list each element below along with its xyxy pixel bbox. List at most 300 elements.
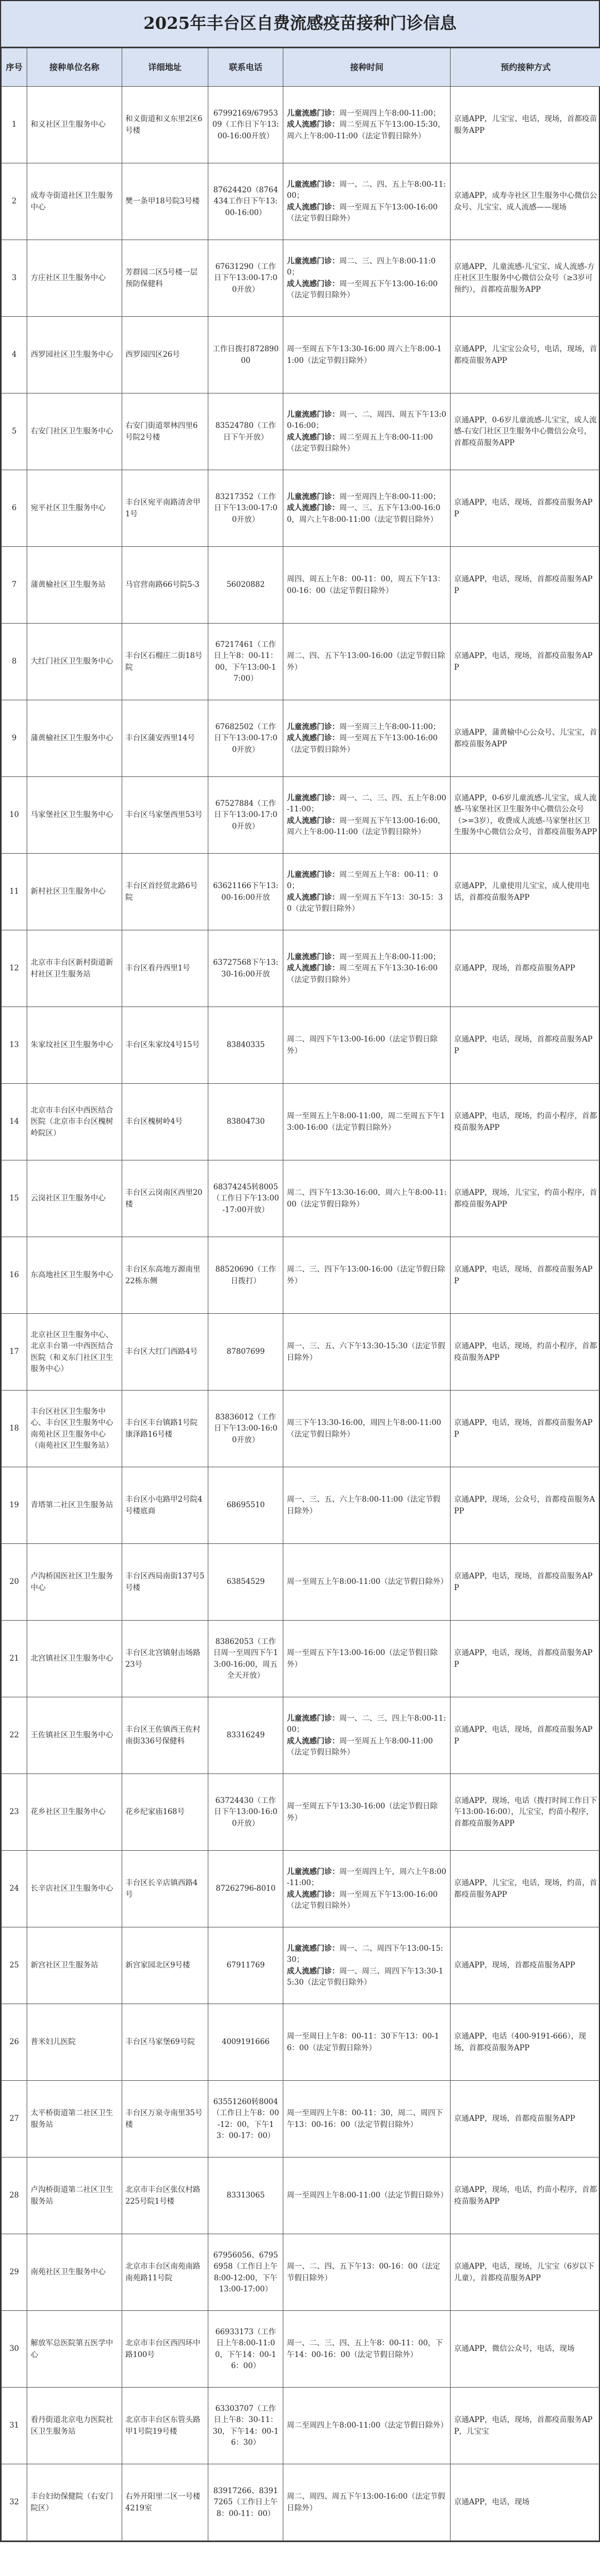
- clinic-hours-text: 周一至周五下午13:30-16:00（法定节假日除外）: [287, 1802, 438, 1822]
- clinic-phone: 63854529: [208, 1544, 283, 1621]
- clinic-address: 丰台区云岗南区西里20楼: [122, 1160, 208, 1237]
- clinic-hours: [283, 777, 451, 854]
- clinic-hours-text: 周一、二、三、四、五上午8：00-11：00，下午14：00-16：00（法定节假日除外）: [287, 2339, 443, 2359]
- clinic-name: 太平桥街道第二社区卫生服务站: [27, 2081, 122, 2158]
- clinic-name: 大红门社区卫生服务中心: [27, 624, 122, 700]
- clinic-address: 新宫家园北区9号楼: [122, 1927, 208, 2004]
- clinic-phone: 83217352（工作日下午13:00-17:00开放）: [208, 470, 283, 547]
- clinic-phone: 56020882: [208, 547, 283, 624]
- clinic-hours-text: 周一、二、四、五上午8:00-11:00；: [287, 180, 446, 201]
- table-body: [2, 87, 600, 2541]
- clinic-address: 右安门街道翠林四里6号院2号楼: [122, 393, 208, 470]
- header-address: 详细地址: [122, 48, 208, 87]
- row-number: 26: [2, 2004, 27, 2081]
- table-row: [2, 2464, 600, 2541]
- clinic-hours: [283, 624, 451, 700]
- booking-method: 京通APP，电话，现场，儿宝宝（6岁以下儿童），首都疫苗服务APP: [451, 2234, 600, 2311]
- booking-method: 京通APP，儿宝宝、电话，现场，首都疫苗服务APP: [451, 87, 600, 163]
- clinic-hours: [283, 393, 451, 470]
- clinic-hours: [283, 1851, 451, 1927]
- booking-method: 京通APP，蒲黄榆中心公众号、儿宝宝，首都疫苗服务APP: [451, 700, 600, 777]
- table-row: [2, 317, 600, 393]
- clinic-name: 北京社区卫生服务中心、北京丰台第一中西医结合医院（和义东门社区卫生服务中心）: [27, 1314, 122, 1391]
- clinic-type-label: 成人流感门诊：: [287, 1736, 339, 1746]
- clinic-address: 花乡纪家庙168号: [122, 1774, 208, 1851]
- page-title: 2025年丰台区自费流感疫苗接种门诊信息: [1, 1, 599, 48]
- table-row: [2, 1467, 600, 1544]
- clinic-hours-text: 周二、四、五下午13:00-16:00（法定节假日除外）: [287, 651, 446, 672]
- clinic-address: 樊一条甲18号院3号楼: [122, 163, 208, 240]
- clinic-phone: 87262796-8010: [208, 1851, 283, 1927]
- table-row: [2, 240, 600, 317]
- clinic-name: 东高地社区卫生服务中心: [27, 1237, 122, 1314]
- row-number: 2: [2, 163, 27, 240]
- clinic-name: 云岗社区卫生服务中心: [27, 1160, 122, 1237]
- clinic-hours-text: 周一、二、三、四、五上午8:00-11:00；: [287, 794, 447, 814]
- clinic-hours-text: 周一至周五上午8:00-11:00，周二至周五下午13:00-16:00（法定节假日除外）: [287, 1112, 446, 1132]
- clinic-type-label: 儿童流感门诊：: [287, 1944, 339, 1953]
- clinic-address: 丰台区蒲安西里14号: [122, 700, 208, 777]
- booking-method: 京通APP，电话，现场，首都疫苗服务APP: [451, 547, 600, 624]
- booking-method: 京通APP，微信公众号，电话，现场: [451, 2311, 600, 2388]
- row-number: 18: [2, 1391, 27, 1467]
- clinic-type-label: 儿童流感门诊：: [287, 492, 339, 502]
- clinic-hours-text: 周一至周四上午8:00-11:00（法定节假日除外）: [287, 2191, 448, 2200]
- clinic-address: 芳群园二区5号楼一层预防保健科: [122, 240, 208, 317]
- clinic-phone: 67527884（工作日下午13:00-17:00开放）: [208, 777, 283, 854]
- clinic-type-label: 成人流感门诊：: [287, 1966, 339, 1976]
- clinic-address: 丰台区西局南街137号5号楼: [122, 1544, 208, 1621]
- clinic-hours-text: 周一至周四上午，周六上午8:00-11:00；: [287, 1867, 447, 1888]
- booking-method: 京通APP，现场，首都疫苗服务APP: [451, 1927, 600, 2004]
- row-number: 27: [2, 2081, 27, 2158]
- table-row: [2, 1544, 600, 1621]
- clinic-phone: 83840335: [208, 1007, 283, 1084]
- table-row: [2, 1237, 600, 1314]
- clinic-phone: 83316249: [208, 1697, 283, 1774]
- row-number: 14: [2, 1084, 27, 1160]
- clinic-hours: [283, 1391, 451, 1467]
- table-row: [2, 470, 600, 547]
- booking-method: 京通APP，电话（400-9191-666），现场，首都疫苗服务APP: [451, 2004, 600, 2081]
- clinic-hours-text: 周一至周五上午8:00-11:00（法定节假日除外）: [287, 1736, 433, 1757]
- clinic-address: 右外开阳里二区一号楼4219室: [122, 2464, 208, 2541]
- booking-method: 京通APP，成寿寺社区卫生服务中心微信公众号、儿宝宝、成人流感——现场: [451, 163, 600, 240]
- clinic-type-label: 成人流感门诊：: [287, 279, 339, 288]
- clinic-hours: [283, 930, 451, 1007]
- clinic-address: 丰台区万泉寺南里35号楼: [122, 2081, 208, 2158]
- clinic-phone: 4009191666: [208, 2004, 283, 2081]
- clinic-type-label: 儿童流感门诊：: [287, 870, 339, 879]
- table-row: [2, 700, 600, 777]
- clinic-type-label: 儿童流感门诊：: [287, 257, 339, 266]
- clinic-address: 北京市丰台区张仪村路225号院1号楼: [122, 2158, 208, 2234]
- clinic-phone: 63551260转8004（工作日上午8：00-12：00，下午13：00-17：00）: [208, 2081, 283, 2158]
- clinic-address: 丰台区朱家坟4号15号: [122, 1007, 208, 1084]
- clinic-type-label: 儿童流感门诊：: [287, 1714, 339, 1723]
- clinic-hours-text: 周一至周五下午13:00-16:00（法定节假日除外）: [287, 734, 438, 754]
- clinic-name: 蒲黄榆社区卫生服务中心: [27, 700, 122, 777]
- table-row: [2, 1851, 600, 1927]
- clinic-name: 青塔第二社区卫生服务站: [27, 1467, 122, 1544]
- clinic-phone: 83917266、83917265（工作日上午8：00-11：00）: [208, 2464, 283, 2541]
- clinic-name: 宛平社区卫生服务中心: [27, 470, 122, 547]
- clinic-hours-text: 周四、周五上午8：00-11：00，周五下午13：00-16：00（法定节假日除外）: [287, 575, 445, 595]
- row-number: 16: [2, 1237, 27, 1314]
- table-row: [2, 777, 600, 854]
- clinic-hours-text: 周二、周四下午13:00-16:00（法定节假日除外）: [287, 1035, 438, 1055]
- clinic-name: 普米妇儿医院: [27, 2004, 122, 2081]
- clinic-type-label: 儿童流感门诊：: [287, 723, 339, 732]
- row-number: 17: [2, 1314, 27, 1391]
- table-row: [2, 1697, 600, 1774]
- clinic-address: 丰台区北宫镇射击场路23号: [122, 1621, 208, 1697]
- table-row: [2, 1927, 600, 2004]
- clinic-type-label: 成人流感门诊：: [287, 1890, 339, 1899]
- clinic-name: 卢沟桥街道第二社区卫生服务站: [27, 2158, 122, 2234]
- clinic-phone: 83862053（工作日周一至周四下午13:00-16:00，周五全天开放）: [208, 1621, 283, 1697]
- clinic-name: 西罗园社区卫生服务中心: [27, 317, 122, 393]
- clinic-phone: 83804730: [208, 1084, 283, 1160]
- clinic-type-label: 成人流感门诊：: [287, 964, 339, 973]
- clinic-name: 朱家坟社区卫生服务中心: [27, 1007, 122, 1084]
- clinic-address: 丰台区看丹西里1号: [122, 930, 208, 1007]
- clinic-hours: [283, 1927, 451, 2004]
- clinic-hours: [283, 2158, 451, 2234]
- clinic-phone: 68374245转8005（工作日下午13:00-17:00开放）: [208, 1160, 283, 1237]
- clinic-hours-text: 周一至周四上午8:00-11:00；: [339, 109, 441, 118]
- clinic-name: 丰台妇幼保健院（右安门院区）: [27, 2464, 122, 2541]
- clinic-hours-text: 周一至周五下午13:00-16:00（法定节假日除外）: [287, 1648, 438, 1669]
- clinic-address: 丰台区大红门西路4号: [122, 1314, 208, 1391]
- clinic-name: 北京市丰台区新村街道新村社区卫生服务站: [27, 930, 122, 1007]
- clinic-phone: 63303707（工作日上午8：30-11：30，下午14：00-16：30）: [208, 2388, 283, 2464]
- row-number: 30: [2, 2311, 27, 2388]
- clinic-phone: 63727568下午13:30-16:00开放: [208, 930, 283, 1007]
- booking-method: 京通APP，现场，首都疫苗服务APP: [451, 930, 600, 1007]
- clinic-type-label: 儿童流感门诊：: [287, 1867, 339, 1876]
- table-row: [2, 1391, 600, 1467]
- clinic-hours: [283, 2004, 451, 2081]
- clinic-hours-text: 周一至周五上午8:00-11:00；: [339, 953, 441, 962]
- table-row: [2, 624, 600, 700]
- clinic-phone: 67911769: [208, 1927, 283, 2004]
- clinic-name: 成寿寺街道社区卫生服务中心: [27, 163, 122, 240]
- clinic-address: 丰台区首经贸北路6号院: [122, 854, 208, 930]
- clinic-hours: [283, 1007, 451, 1084]
- row-number: 31: [2, 2388, 27, 2464]
- clinic-phone: 83524780（工作日下午开放）: [208, 393, 283, 470]
- booking-method: 京通APP，电话，现场，约苗小程序，首都疫苗服务APP: [451, 1084, 600, 1160]
- clinic-phone: 工作日拨打87289000: [208, 317, 283, 393]
- clinic-phone: 63724430（工作日下午13:00-16:00开放）: [208, 1774, 283, 1851]
- table-row: [2, 1007, 600, 1084]
- clinic-address: 丰台区宛平南路清舍甲1号: [122, 470, 208, 547]
- clinic-hours-text: 周二、四下午13:30-16:00，周六上午8:00-11:00（法定节假日除外）: [287, 1188, 447, 1209]
- row-number: 25: [2, 1927, 27, 2004]
- table-row: [2, 1774, 600, 1851]
- clinic-name: 王佐镇社区卫生服务中心: [27, 1697, 122, 1774]
- clinic-address: 西罗园四区26号: [122, 317, 208, 393]
- clinic-name: 北宫镇社区卫生服务中心: [27, 1621, 122, 1697]
- clinic-hours: [283, 1697, 451, 1774]
- clinic-hours-text: 周二至周四上午8:00-11:00（法定节假日除外）: [287, 2421, 448, 2430]
- table-row: [2, 1160, 600, 1237]
- clinic-phone: 67682502（工作日下午13:00-17:00开放）: [208, 700, 283, 777]
- clinic-hours-text: 周二至周五上午8:00-11:00（法定节假日除外）: [287, 432, 433, 453]
- clinic-hours-text: 周二、周四、周五下午13:00-16:00（法定节假日除外）: [287, 2492, 446, 2513]
- clinic-phone: 88520690（工作日拨打）: [208, 1237, 283, 1314]
- header-no: 序号: [2, 48, 27, 87]
- clinic-type-label: 成人流感门诊：: [287, 893, 339, 902]
- table-row: [2, 547, 600, 624]
- booking-method: 京通APP，现场，公众号，首都疫苗服务APP: [451, 1467, 600, 1544]
- row-number: 9: [2, 700, 27, 777]
- row-number: 5: [2, 393, 27, 470]
- clinic-hours-text: 周一至周五下午13:00-16:00（法定节假日除外）: [287, 279, 438, 300]
- booking-method: 京通APP，现场，首都疫苗服务APP: [451, 2081, 600, 2158]
- booking-method: 京通APP，0-6岁儿童流感-儿宝宝，成人流感-马家堡社区卫生服务中心微信公众号（>=3岁），收费成人流感-马家堡社区卫生服务中心微信公众号，首都疫苗服务APP: [451, 777, 600, 854]
- header-booking: 预约接种方式: [451, 48, 600, 87]
- clinic-type-label: 成人流感门诊：: [287, 734, 339, 743]
- header-name: 接种单位名称: [27, 48, 122, 87]
- header-phone: 联系电话: [208, 48, 283, 87]
- clinic-address: 丰台区马家堡西里53号: [122, 777, 208, 854]
- clinic-hours: [283, 854, 451, 930]
- table-row: [2, 2388, 600, 2464]
- clinic-address: 丰台区石榴庄二街18号院: [122, 624, 208, 700]
- clinic-name: 右安门社区卫生服务中心: [27, 393, 122, 470]
- clinic-phone: 67217461（工作日上午8：00-11：00，下午13:00-17:00）: [208, 624, 283, 700]
- booking-method: 京通APP，电话，现场，首都疫苗服务APP: [451, 1544, 600, 1621]
- clinic-hours-text: 周一至周五下午13：30-15：30（法定节假日除外）: [287, 893, 443, 913]
- clinic-hours: [283, 2388, 451, 2464]
- clinic-phone: 83836012（工作日下午13:00-16:00开放）: [208, 1391, 283, 1467]
- clinic-type-label: 儿童流感门诊：: [287, 410, 339, 419]
- table-row: [2, 393, 600, 470]
- clinic-type-label: 成人流感门诊：: [287, 120, 339, 129]
- booking-method: 京通APP，现场，电话，约苗小程序，首都疫苗服务APP: [451, 2158, 600, 2234]
- table-row: [2, 1314, 600, 1391]
- clinic-hours: [283, 470, 451, 547]
- table-row: [2, 2081, 600, 2158]
- booking-method: 京通APP，儿宝宝，电话，现场，约苗，首都疫苗服务APP: [451, 1851, 600, 1927]
- clinic-hours: [283, 1774, 451, 1851]
- clinic-phone: 68695510: [208, 1467, 283, 1544]
- clinic-name: 北京市丰台区中西医结合医院（北京市丰台区槐树岭院区）: [27, 1084, 122, 1160]
- header-time: 接种时间: [283, 48, 451, 87]
- clinic-type-label: 成人流感门诊：: [287, 432, 339, 442]
- clinic-hours: [283, 1237, 451, 1314]
- clinic-hours-text: 周二至周五上午8：00-11：00；: [287, 870, 438, 891]
- table-row: [2, 87, 600, 163]
- booking-method: 京通APP，电话，现场，首都疫苗服务APP: [451, 1621, 600, 1697]
- table-row: [2, 2311, 600, 2388]
- clinic-phone: 87624420（8764434工作日下午13:00-16:00）: [208, 163, 283, 240]
- row-number: 24: [2, 1851, 27, 1927]
- clinic-table: [1, 48, 600, 2541]
- clinic-hours-text: 周二、三、四上午8:00-11:00；: [287, 257, 436, 277]
- clinic-type-label: 成人流感门诊：: [287, 202, 339, 212]
- table-row: [2, 2158, 600, 2234]
- clinic-hours-text: 周一至周五上午8:00-11:00（法定节假日除外）: [287, 1577, 448, 1587]
- clinic-phone: 63621166下午13:00-16:00开放: [208, 854, 283, 930]
- booking-method: 京通APP，电话，现场，约苗小程序，首都疫苗服务APP: [451, 1314, 600, 1391]
- table-row: [2, 163, 600, 240]
- booking-method: 京通APP，儿宝宝公众号，电话，现场，首都疫苗服务APP: [451, 317, 600, 393]
- booking-method: 京通APP，电话，现场，首都疫苗服务APP: [451, 1007, 600, 1084]
- clinic-phone: 87807699: [208, 1314, 283, 1391]
- booking-method: 京通APP，电话，现场，首都疫苗服务APP，儿宝宝: [451, 2388, 600, 2464]
- row-number: 1: [2, 87, 27, 163]
- clinic-hours: [283, 1467, 451, 1544]
- table-header-row: [2, 48, 600, 87]
- clinic-hours: [283, 317, 451, 393]
- clinic-hours-text: 周一至周四上午8：00-11：30，周二、周四下午13：00-16：00（法定节假日除外）: [287, 2109, 443, 2129]
- clinic-hours: [283, 240, 451, 317]
- booking-method: 京通APP，现场，电话（拨打时间工作日下午13:00-16:00），儿宝宝，约苗小程序，首都疫苗服务APP: [451, 1774, 600, 1851]
- clinic-address: 北京市丰台区南苑南路南苑路11号院: [122, 2234, 208, 2311]
- clinic-hours-text: 周一、二、四、五下午13：00-16：00（法定节假日除外）: [287, 2262, 441, 2283]
- clinic-name: 南苑社区卫生服务中心: [27, 2234, 122, 2311]
- clinic-name: 丰台区社区卫生服务中心、丰台区卫生服务中心南苑社区卫生服务中心（南苑社区卫生服务站）: [27, 1391, 122, 1467]
- clinic-type-label: 成人流感门诊：: [287, 816, 339, 825]
- clinic-hours-text: 周一至周四上午8:00-11:00；: [339, 492, 441, 502]
- clinic-name: 和义社区卫生服务中心: [27, 87, 122, 163]
- booking-method: 京通APP，电话，现场: [451, 2464, 600, 2541]
- clinic-type-label: 成人流感门诊：: [287, 504, 339, 513]
- clinic-address: 丰台区槐树岭4号: [122, 1084, 208, 1160]
- clinic-hours-text: 周一、二、周四、周五下午13:00-16:00；: [287, 410, 447, 431]
- row-number: 11: [2, 854, 27, 930]
- table-row: [2, 1084, 600, 1160]
- clinic-address: 和义街道和义东里2区6号楼: [122, 87, 208, 163]
- row-number: 21: [2, 1621, 27, 1697]
- table-row: [2, 930, 600, 1007]
- clinic-hours-text: 周二至周五下午13:30-16:00（法定节假日除外）: [287, 964, 438, 984]
- clinic-address: 丰台区小屯路甲2号院4号楼底商: [122, 1467, 208, 1544]
- booking-method: 京通APP，电话，现场，首都疫苗服务APP: [451, 624, 600, 700]
- clinic-hours: [283, 1544, 451, 1621]
- booking-method: 京通APP，现场，儿宝宝，约苗小程序，首都疫苗服务APP: [451, 1160, 600, 1237]
- clinic-name: 蒲黄榆社区卫生服务站: [27, 547, 122, 624]
- row-number: 13: [2, 1007, 27, 1084]
- clinic-hours-text: 周一、三、五、六上午8:00-11:00（法定节假日除外）: [287, 1495, 441, 1516]
- row-number: 20: [2, 1544, 27, 1621]
- row-number: 28: [2, 2158, 27, 2234]
- booking-method: 京通APP，电话，现场，首都疫苗服务APP: [451, 470, 600, 547]
- clinic-phone: 83313065: [208, 2158, 283, 2234]
- row-number: 12: [2, 930, 27, 1007]
- clinic-address: 北京市丰台区东管头路甲1号院19号楼: [122, 2388, 208, 2464]
- clinic-type-label: 儿童流感门诊：: [287, 109, 339, 118]
- clinic-address: 马官营南路66号院5-3: [122, 547, 208, 624]
- clinic-name: 马家堡社区卫生服务中心: [27, 777, 122, 854]
- clinic-hours: [283, 1084, 451, 1160]
- clinic-hours: [283, 547, 451, 624]
- clinic-hours: [283, 2081, 451, 2158]
- row-number: 22: [2, 1697, 27, 1774]
- row-number: 15: [2, 1160, 27, 1237]
- clinic-name: 新宫社区卫生服务站: [27, 1927, 122, 2004]
- clinic-phone: 67956056、67956958（工作日上午8:00-12:00，下午13:00-17:00）: [208, 2234, 283, 2311]
- clinic-hours-text: 周一至周五下午13:00-16:00（法定节假日除外）: [287, 202, 438, 223]
- clinic-name: 方庄社区卫生服务中心: [27, 240, 122, 317]
- clinic-phone: 66933173（工作日上午8:00-11:00，下午14：00-16：00）: [208, 2311, 283, 2388]
- clinic-type-label: 儿童流感门诊：: [287, 953, 339, 962]
- table-row: [2, 2234, 600, 2311]
- clinic-hours-text: 周一、二、周四下午13:00-15:30；: [287, 1944, 443, 1965]
- clinic-hours-text: 周一、三、五、六下午13:30-15:30（法定节假日除外）: [287, 1342, 446, 1362]
- clinic-hours-text: 周一、二、三、四上午8:00-11:00；: [287, 1714, 446, 1735]
- clinic-address: 丰台区东高地万源南里22栋东侧: [122, 1237, 208, 1314]
- row-number: 6: [2, 470, 27, 547]
- clinic-address: 丰台区丰台镇路1号院康泽路16号楼: [122, 1391, 208, 1467]
- clinic-hours-text: 周二、三、四下午13:00-16:00（法定节假日除外）: [287, 1265, 446, 1285]
- clinic-address: 丰台区马家堡69号院: [122, 2004, 208, 2081]
- booking-method: 京通APP，儿童使用儿宝宝，成人使用电话，首都疫苗服务APP: [451, 854, 600, 930]
- booking-method: 京通APP，电话，现场，首都疫苗服务APP: [451, 1391, 600, 1467]
- row-number: 3: [2, 240, 27, 317]
- clinic-name: 解放军总医院第五医学中心: [27, 2311, 122, 2388]
- row-number: 10: [2, 777, 27, 854]
- clinic-hours-text: 周一至周三上午8:00-11:00；: [339, 723, 441, 732]
- clinic-name: 看丹街道北京电力医院社区卫生服务站: [27, 2388, 122, 2464]
- clinic-name: 花乡社区卫生服务中心: [27, 1774, 122, 1851]
- row-number: 29: [2, 2234, 27, 2311]
- clinic-hours-text: 周一、三、五下午13:00-16:00，周六上午8:00-11:00（法定节假日除外）: [287, 504, 441, 524]
- clinic-address: 丰台区长辛店镇西路4号: [122, 1851, 208, 1927]
- booking-method: 京通APP，0-6岁儿童流感-儿宝宝，成人流感-右安门社区卫生服务中心微信公众号，首都疫苗服务APP: [451, 393, 600, 470]
- clinic-hours-text: 周一、周三、周四下午13:30-15:30（法定节假日除外）: [287, 1966, 443, 1987]
- row-number: 23: [2, 1774, 27, 1851]
- clinic-hours-text: 周二至周五下午13:00-15:30，周六上午8:00-11:00（法定节假日除外）: [287, 120, 446, 141]
- clinic-type-label: 儿童流感门诊：: [287, 180, 339, 189]
- booking-method: 京通APP，电话，现场，首都疫苗服务APP: [451, 1697, 600, 1774]
- row-number: 19: [2, 1467, 27, 1544]
- clinic-name: 新村社区卫生服务中心: [27, 854, 122, 930]
- clinic-phone: 67631290（工作日下午13:00-17:00开放）: [208, 240, 283, 317]
- clinic-hours-text: 周三下午13:30-16:00，周四上午8:00-11:00（法定节假日除外）: [287, 1418, 442, 1439]
- clinic-hours: [283, 2311, 451, 2388]
- clinic-type-label: 儿童流感门诊：: [287, 794, 339, 803]
- clinic-hours: [283, 2464, 451, 2541]
- clinic-hours: [283, 1160, 451, 1237]
- row-number: 32: [2, 2464, 27, 2541]
- clinic-hours-text: 周一至周五下午13:30-16:00 周六上午8:00-11:00（法定节假日除外）: [287, 345, 442, 365]
- table-row: [2, 1621, 600, 1697]
- clinic-hours: [283, 163, 451, 240]
- clinic-hours-text: 周一至周日上午8：00-11：30下午13：00-16：00（法定节假日除外）: [287, 2032, 439, 2052]
- clinic-hours: [283, 700, 451, 777]
- clinic-hours: [283, 1314, 451, 1391]
- clinic-name: 卢沟桥国医社区卫生服务中心: [27, 1544, 122, 1621]
- row-number: 7: [2, 547, 27, 624]
- clinic-hours-text: 周一至周五下午13:00-16:00，周六上午8:00-11:00（法定节假日除外）: [287, 816, 446, 836]
- booking-method: 京通APP，电话，现场，首都疫苗服务APP: [451, 1237, 600, 1314]
- clinic-hours: [283, 87, 451, 163]
- row-number: 4: [2, 317, 27, 393]
- table-row: [2, 2004, 600, 2081]
- clinic-name: 长辛店社区卫生服务中心: [27, 1851, 122, 1927]
- booking-method: 京通APP，儿童流感-儿宝宝、成人流感-方庄社区卫生服务中心微信公众号（≥3岁可预约），首都疫苗服务APP: [451, 240, 600, 317]
- clinic-phone: 67992169/6795309（工作日下午13:00-16:00开放）: [208, 87, 283, 163]
- clinic-address: 北京市丰台区西四环中路100号: [122, 2311, 208, 2388]
- clinic-address: 丰台区王佐镇西王佐村南街336号保健科: [122, 1697, 208, 1774]
- row-number: 8: [2, 624, 27, 700]
- clinic-hours: [283, 2234, 451, 2311]
- clinic-hours: [283, 1621, 451, 1697]
